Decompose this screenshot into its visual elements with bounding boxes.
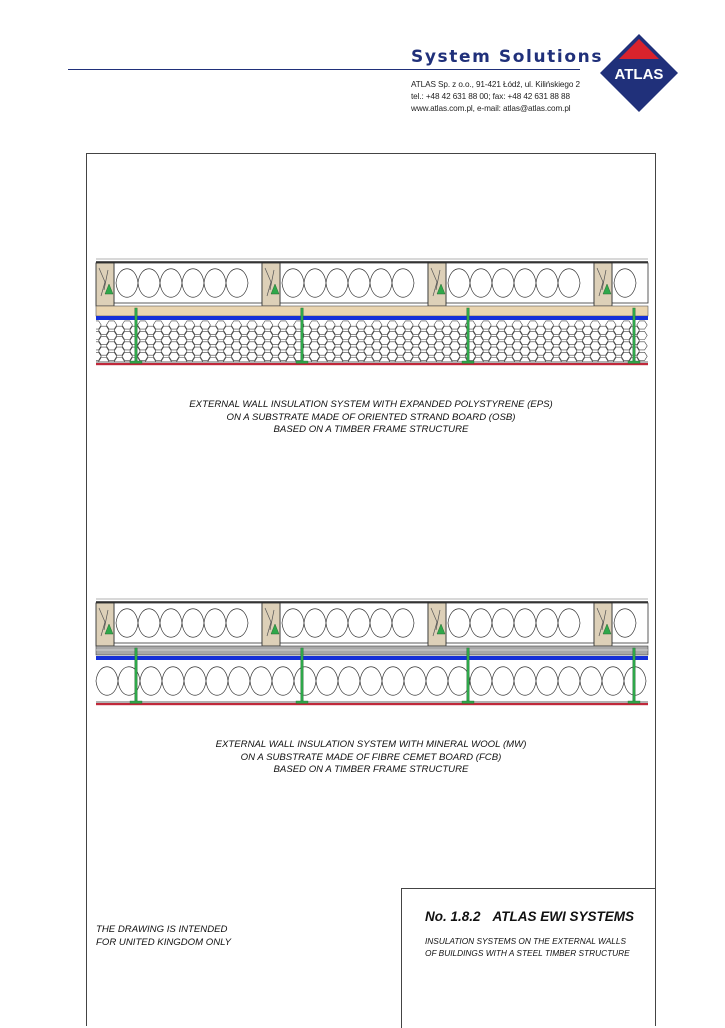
- mineral-wool-insulation: [96, 660, 648, 702]
- anchor-shank: [633, 648, 635, 703]
- caption-eps-line-3: BASED ON A TIMBER FRAME STRUCTURE: [273, 424, 469, 435]
- anchor-washer: [462, 701, 474, 703]
- anchor-shank: [633, 308, 635, 363]
- header-rule: [68, 69, 580, 70]
- anchor-washer: [628, 701, 640, 703]
- anchor-washer: [296, 361, 308, 363]
- contact-address: ATLAS Sp. z o.o., 91-421 Łódź, ul. Kilińskiego 2: [411, 80, 580, 89]
- caption-mw: [86, 739, 656, 777]
- drawing-number: No. 1.8.2: [425, 909, 481, 924]
- anchor-shank: [467, 648, 469, 703]
- title-block-heading: [425, 909, 634, 924]
- fibre-cement-board: [96, 646, 648, 655]
- timber-stud: [96, 263, 114, 306]
- anchor-washer: [130, 701, 142, 703]
- render-layer: [96, 703, 648, 705]
- timber-stud: [262, 263, 280, 306]
- brand-title: System Solutions: [411, 47, 604, 67]
- logo-text: ATLAS: [614, 66, 664, 83]
- cavity-insulation: [114, 263, 648, 303]
- timber-stud: [262, 603, 280, 646]
- anchor-shank: [135, 308, 137, 363]
- anchor-washer: [628, 361, 640, 363]
- anchor-washer: [462, 361, 474, 363]
- timber-stud: [594, 263, 612, 306]
- cavity-bay: [612, 263, 648, 303]
- adhesive-layer: [96, 656, 648, 660]
- timber-stud: [594, 603, 612, 646]
- anchor-shank: [301, 308, 303, 363]
- caption-mw-line-2: ON A SUBSTRATE MADE OF FIBRE CEMET BOARD (FCB): [240, 751, 502, 763]
- timber-stud: [428, 263, 446, 306]
- section-drawing-mw-fcb: [92, 590, 652, 710]
- anchor-shank: [467, 308, 469, 363]
- caption-eps-line-1: EXTERNAL WALL INSULATION SYSTEM WITH EXPANDED POLYSTYRENE (EPS): [189, 399, 553, 410]
- anchor-washer: [130, 361, 142, 363]
- caption-mw-line-1: EXTERNAL WALL INSULATION SYSTEM WITH MINERAL WOOL (MW): [215, 739, 527, 750]
- anchor-washer: [296, 701, 308, 703]
- caption-mw-line-3: BASED ON A TIMBER FRAME STRUCTURE: [273, 764, 469, 775]
- timber-stud: [428, 603, 446, 646]
- anchor-shank: [301, 648, 303, 703]
- contact-phone: tel.: +48 42 631 88 00; fax: +48 42 631 88 88: [411, 92, 570, 101]
- drawing-title: ATLAS EWI SYSTEMS: [492, 909, 635, 924]
- anchor-shank: [135, 648, 137, 703]
- atlas-diamond-logo-icon: [598, 32, 680, 114]
- note-line-2: FOR UNITED KINGDOM ONLY: [96, 936, 232, 948]
- cavity-bay: [612, 603, 648, 643]
- insulation-board: [96, 660, 648, 702]
- adhesive-layer: [96, 316, 648, 320]
- contact-web: www.atlas.com.pl, e-mail: atlas@atlas.com.pl: [411, 104, 571, 113]
- caption-eps-line-2: ON A SUBSTRATE MADE OF ORIENTED STRAND BOARD (OSB): [226, 411, 516, 423]
- osb-board: [96, 306, 648, 316]
- eps-insulation: [92, 320, 648, 366]
- render-layer: [96, 363, 648, 365]
- timber-stud: [96, 603, 114, 646]
- section-drawing-eps-osb: [92, 250, 652, 370]
- subtitle-line-1: INSULATION SYSTEMS ON THE EXTERNAL WALLS: [425, 936, 627, 946]
- title-block-subtitle: [425, 936, 630, 959]
- subtitle-line-2: OF BUILDINGS WITH A STEEL TIMBER STRUCTURE: [425, 947, 630, 958]
- cavity-insulation: [114, 603, 648, 643]
- caption-eps: [86, 399, 656, 437]
- note-line-1: THE DRAWING IS INTENDED: [96, 924, 228, 935]
- note: [96, 924, 231, 949]
